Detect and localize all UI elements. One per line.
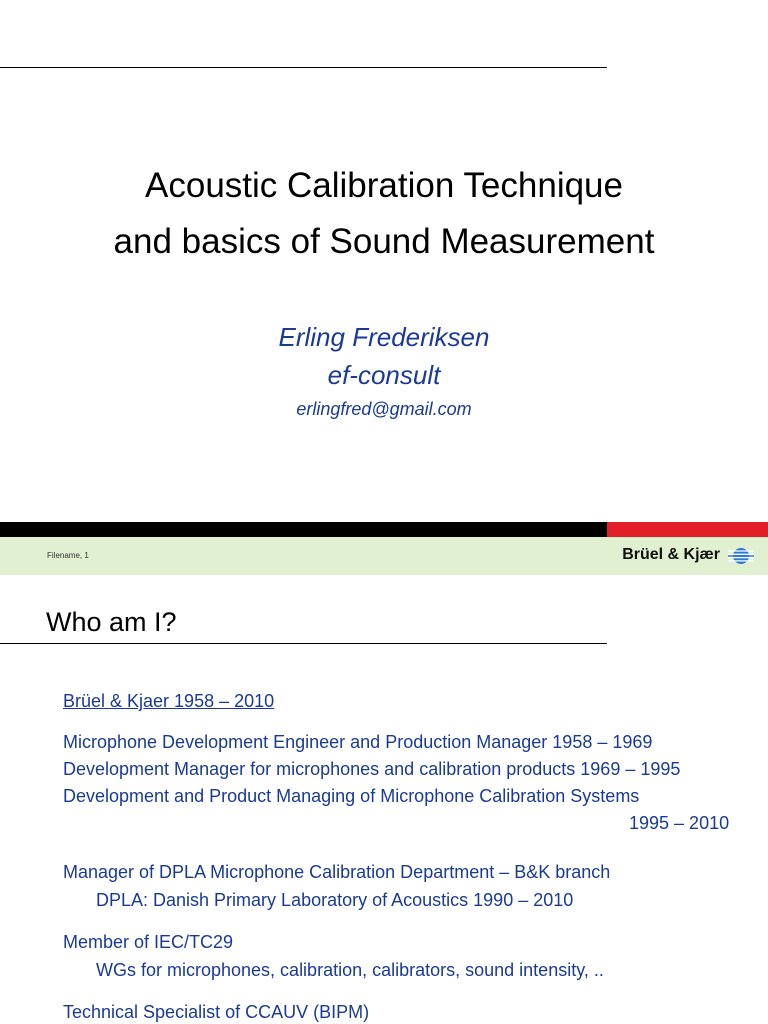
brand-name: Brüel & Kjær	[622, 546, 720, 563]
list-item: Microphone Development Engineer and Production Manager 1958 – 1969	[63, 732, 653, 752]
slide-title-line-2: and basics of Sound Measurement	[113, 222, 655, 261]
heading-rule	[0, 643, 607, 644]
list-item: Manager of DPLA Microphone Calibration Department – B&K branch	[63, 862, 611, 882]
company-name: ef-consult	[327, 360, 441, 390]
list-item: Technical Specialist of CCAUV (BIPM)	[63, 1002, 370, 1022]
slide-title-line-1: Acoustic Calibration Technique	[145, 166, 623, 205]
author-block	[0, 318, 768, 394]
list-item: Development and Product Managing of Microphone Calibration Systems	[63, 786, 640, 806]
list-item: Member of IEC/TC29	[63, 932, 234, 952]
top-rule	[0, 67, 607, 68]
employer-line: Brüel & Kjaer 1958 – 2010	[63, 691, 275, 711]
footer-red-bar	[607, 522, 768, 537]
globe-logo-icon	[728, 546, 754, 566]
slide-footer	[0, 537, 768, 575]
author-name: Erling Frederiksen	[278, 322, 490, 352]
list-item: Development Manager for microphones and calibration products 1969 – 1995	[63, 759, 681, 779]
footer-filename: Filename, 1	[47, 551, 89, 560]
footer-black-bar	[0, 522, 607, 537]
who-am-i-slide	[0, 575, 768, 1024]
list-item-years: 1995 – 2010	[629, 813, 730, 833]
slide-heading: Who am I?	[46, 607, 177, 637]
list-subitem: DPLA: Danish Primary Laboratory of Acoustics 1990 – 2010	[96, 890, 574, 910]
author-email: erlingfred@gmail.com	[296, 399, 472, 419]
slide-title	[0, 158, 768, 270]
list-subitem: WGs for microphones, calibration, calibrators, sound intensity, ..	[96, 960, 604, 980]
